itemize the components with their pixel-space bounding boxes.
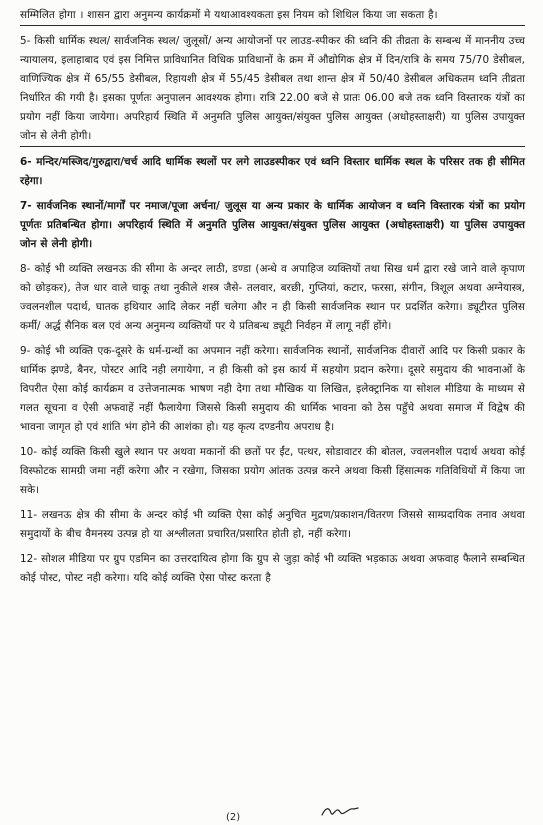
paragraph-10: 10- कोई व्यक्ति किसी खुले स्थान पर अथवा मकानों की छतों पर ईंट, पत्थर, सोडावाटर की बोतल, ज्वलनशील पदार्थ अथवा कोई विस्फोटक सामग्री जमा नहीं करेगा और न रखेगा, जिसका प्रयोग आंतक उत्पन्न करने अथवा किसी हिंसात्मक गतिविधियों में किया जा सके। — [20, 446, 525, 496]
paragraph-4-continuation: सम्मिलित होगा । शासन द्वारा अनुमन्य कार्यक्रमों मे यथाआवश्यकता इस नियम को शिथिल किया जा सकता है। — [20, 9, 438, 21]
page-footer — [0, 803, 543, 825]
page-number: (2) — [226, 812, 241, 823]
paragraph-7: 7- सार्वजनिक स्थानों/मार्गों पर नमाज/पूजा अर्चना/ जुलूस या अन्य प्रकार के धार्मिक आयोजन व ध्वनि विस्तारक यंत्रों का प्रयोग पूर्णतः प्रतिबन्धित होगा। अपरिहार्य स्थिति में अनुमति पुलिस आयुक्त/संयुक्त पुलिस आयुक्त (अधोहस्ताक्षरी) या पुलिस उपायुक्त जोन से लेनी होगी। — [20, 200, 525, 250]
paragraph-divider — [20, 25, 525, 26]
signature-mark — [320, 803, 360, 819]
paragraph-6: 6- मन्दिर/मस्जिद/गुरुद्वारा/चर्च आदि धार्मिक स्थलों पर लगे लाउडस्पीकर एवं ध्वनि विस्तार धार्मिक स्थल के परिसर तक ही सीमित रहेगा। — [20, 156, 525, 187]
paragraph-11: 11- लखनऊ क्षेत्र की सीमा के अन्दर कोई भी व्यक्ति ऐसा कोई अनुचित मुद्रण/प्रकाशन/वितरण जिससे साम्प्रदायिक तनाव अथवा समुदायों के बीच वैमनस्य उत्पन्न हो या अश्लीलता प्रचारित/प्रसारित होती हो, नहीं करेगा। — [20, 509, 525, 540]
paragraph-8: 8- कोई भी व्यक्ति लखनऊ की सीमा के अन्दर लाठी, डण्डा (अन्धे व अपाहिज व्यक्तियों तथा सिख धर्म द्वारा रखे जाने वाले कृपाण को छोड़कर), तेज धार वाले चाकू तथा नुकीले शस्त्र जैसे- तलवार, बरछी, गुप्तियां, कटार, फरसा, संगीन, त्रिशूल अथवा अग्नेयास्त्र, ज्वलनशील पदार्थ, घातक हथियार आदि लेकर नहीं चलेगा और न ही किसी सार्वजनिक स्थान पर प्रदर्शित करेगा। ड्यूटीरत पुलिस कर्मी/ अर्द्ध सैनिक बल एवं अन्य अनुमन्य व्यक्तियों पर ये प्रतिबन्ध ड्यूटी निर्वहन में लागू नहीं होंगे। — [20, 263, 525, 332]
paragraph-divider — [20, 146, 525, 147]
paragraph-5: 5- किसी धार्मिक स्थल/ सार्वजनिक स्थल/ जुलूसों/ अन्य आयोजनों पर लाउड-स्पीकर की ध्वनि की तीव्रता के सम्बन्ध में माननीय उच्च न्यायालय, इलाहाबाद एवं इस निमित्त प्राविधानित विधिक प्राविधानों के क्रम में औद्योगिक क्षेत्र में दिन/रात्रि के समय 75/70 डेसीबल, वाणिज्यिक क्षेत्र में 65/55 डेसीबल, रिहायशी क्षेत्र में 55/45 डेसीबल तथा शान्त क्षेत्र में 50/40 डेसीबल अधिकतम ध्वनि तीव्रता निर्धारित की गयी है। इसका पूर्णतः अनुपालन आवश्यक होगा। रात्रि 22.00 बजे से प्रातः 06.00 बजे तक ध्वनि विस्तारक यंत्रों का प्रयोग नहीं किया जायेगा। अपरिहार्य स्थिति में अनुमति पुलिस आयुक्त/संयुक्त पुलिस आयुक्त (अधोहस्ताक्षरी) या पुलिस उपायुक्त जोन से लेनी होगी। — [20, 35, 525, 142]
paragraph-9: 9- कोई भी व्यक्ति एक-दूसरे के धर्म-ग्रन्थों का अपमान नहीं करेगा। सार्वजनिक स्थानों, सार्वजनिक दीवारों आदि पर किसी प्रकार के धार्मिक झण्डे, बैनर, पोस्टर आदि नही लगायेगा, न ही किसी को इस कार्य में सहयोग प्रदान करेगा। दूसरे समुदाय की भावनाओं के विपरीत ऐसा कोई कार्यक्रम व उत्तेजनात्मक भाषण नही देगा तथा मौखिक या लिखित, इलेक्ट्रानिक या सोशल मीडिया के माध्यम से गलत सूचना व ऐसी अफवाहें नहीं फैलायेगा जिससे किसी समुदाय की धार्मिक भावना को ठेस पहुँचे अथवा समाज में विद्वेष की भावना जागृत हो एवं शांति भंग होने की आशंका हो। यह कृत्य दण्डनीय अपराध है। — [20, 345, 525, 433]
paragraph-12: 12- सोशल मीडिया पर ग्रुप एडमिन का उत्तरदायित्व होगा कि ग्रुप से जुड़ा कोई भी व्यक्ति भड़काऊ अथवा अफवाह फैलाने सम्बन्धित कोई पोस्ट, पोस्ट नही करेगा। यदि कोई व्यक्ति ऐसा पोस्ट करता है — [20, 553, 525, 584]
